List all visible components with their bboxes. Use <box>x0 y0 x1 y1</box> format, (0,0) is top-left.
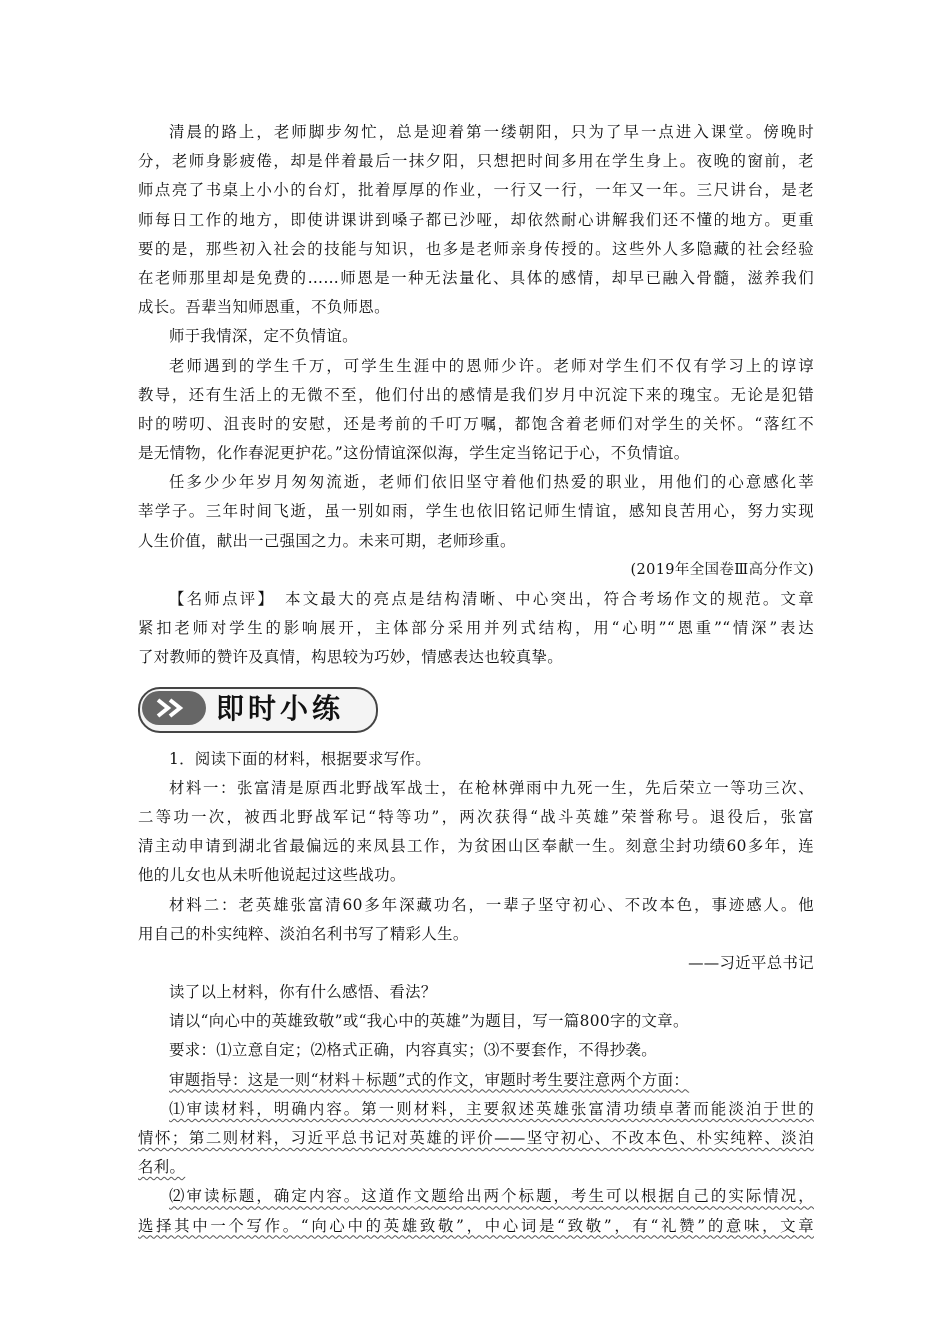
text-line: 师点亮了书桌上小小的台灯，批着厚厚的作业，一行又一行，一年又一年。三尺讲台，是老 <box>138 181 814 200</box>
text-line: 老师遇到的学生千万，可学生生涯中的恩师少许。老师对学生们不仅有学习上的谆谆 <box>169 356 814 375</box>
text-line: 是无情物，化作春泥更护花。”这份情谊深似海，学生定当铭记于心，不负情谊。 <box>138 444 690 463</box>
essay-source: (2019年全国卷Ⅲ高分作文) <box>630 561 814 578</box>
section-title: 即时小练 <box>216 691 345 725</box>
text-line: 莘学子。三年时间飞逝，虽一别如雨，学生也依旧铭记师生情谊，感知良苦用心，努力实现 <box>138 502 814 521</box>
material-1 <box>138 774 814 891</box>
text-line: 分，老师身影疲倦，却是伴着最后一抹夕阳，只想把时间多用在学生身上。夜晚的窗前，老 <box>138 152 814 171</box>
text-line: 师每日工作的地方，即使讲课讲到嗓子都已沙哑，却依然耐心讲解我们还不懂的地方。更重 <box>138 210 814 229</box>
underlined-text: 选择其中一个写作。“向心中的英雄致敬”，中心词是“致敬”，有“礼赞”的意味，文章 <box>138 1216 814 1235</box>
text-line: 成长。吾辈当知师恩重，不负师恩。 <box>138 298 390 317</box>
text-line: 清晨的路上，老师脚步匆忙，总是迎着第一缕朝阳，只为了早一点进入课堂。傍晚时 <box>169 123 814 141</box>
double-chevron-right-icon <box>142 691 206 725</box>
teacher-comment <box>138 585 814 673</box>
text-line: 清主动申请到湖北省最偏远的来凤县工作，为贫困山区奉献一生。刻意尘封功绩60多年，连 <box>138 837 814 856</box>
section-banner <box>138 685 814 735</box>
analysis-point-1 <box>138 1095 814 1183</box>
essay-paragraph-4 <box>138 468 814 556</box>
comment-text: 本文最大的亮点是结构清晰、中心突出，符合考场作文的规范。文章 <box>267 590 814 608</box>
text-line <box>138 1182 814 1211</box>
document-page <box>138 118 814 1241</box>
text-line: 人生价值，献出一己强国之力。未来可期，老师珍重。 <box>138 531 516 550</box>
prompt-task: 请以“向心中的英雄致敬”或“我心中的英雄”为题目，写一篇800字的文章。 <box>169 1012 689 1031</box>
prompt-requirements: 要求：⑴立意自定；⑵格式正确，内容真实；⑶不要套作，不得抄袭。 <box>169 1041 657 1060</box>
underlined-text: 情怀；第二则材料，习近平总书记对英雄的评价——坚守初心、不改本色、朴实纯粹、淡泊 <box>138 1129 814 1147</box>
analysis-guide <box>138 1066 814 1095</box>
essay-paragraph-1 <box>138 118 814 322</box>
essay-paragraph-2: 师于我情深，定不负情谊。 <box>169 327 358 346</box>
text-line <box>138 1095 814 1124</box>
text-line <box>138 1212 814 1241</box>
text-line: 二等功一次，被西北野战军记“特等功”，两次获得“战斗英雄”荣誉称号。退役后，张富 <box>138 807 814 826</box>
text-line: 他的儿女也从未听他说起过这些战功。 <box>138 866 406 885</box>
underlined-text: ⑵审读标题，确定内容。这道作文题给出两个标题，考生可以根据自己的实际情况， <box>169 1187 814 1206</box>
essay-paragraph-3 <box>138 352 814 469</box>
question-1: 1．阅读下面的材料，根据要求写作。 <box>169 749 431 768</box>
attribution: ——习近平总书记 <box>688 953 814 972</box>
analysis-point-2 <box>138 1182 814 1240</box>
text-line <box>138 1124 814 1153</box>
comment-label: 【名师点评】 <box>169 590 268 608</box>
text-line: 了对教师的赞许及真情，构思较为巧妙，情感表达也较真挚。 <box>138 648 563 667</box>
underlined-text: ⑴审读材料，明确内容。第一则材料，主要叙述英雄张富清功绩卓著而能淡泊于世的 <box>169 1099 814 1118</box>
text-line: 在老师那里却是免费的……师恩是一种无法量化、具体的感情，却早已融入骨髓，滋养我们 <box>138 268 814 287</box>
guide-text: 审题指导：这是一则“材料＋标题”式的作文，审题时考生要注意两个方面： <box>169 1070 690 1089</box>
text-line: 任多少少年岁月匆匆流逝，老师们依旧坚守着他们热爱的职业，用他们的心意感化莘 <box>169 473 814 492</box>
text-line: 材料二：老英雄张富清60多年深藏功名，一辈子坚守初心、不改本色，事迹感人。他 <box>169 895 814 914</box>
material-2 <box>138 891 814 949</box>
text-line: 时的唠叨、沮丧时的安慰，还是考前的千叮万嘱，都饱含着老师们对学生的关怀。“落红不 <box>138 414 814 433</box>
text-line: 要的是，那些初入社会的技能与知识，也多是老师亲身传授的。这些外人多隐藏的社会经验 <box>138 239 814 258</box>
text-line: 紧扣老师对学生的影响展开，主体部分采用并列式结构，用“心明”“恩重”“情深”表达 <box>138 619 814 638</box>
text-line <box>138 1153 814 1182</box>
text-line: 用自己的朴实纯粹、淡泊名利书写了精彩人生。 <box>138 924 469 943</box>
text-line: 教导，还有生活上的无微不至，他们付出的感情是我们岁月中沉淀下来的瑰宝。无论是犯错 <box>138 385 814 404</box>
underlined-text: 名利。 <box>138 1158 186 1177</box>
text-line: 材料一：张富清是原西北野战军战士，在枪林弹雨中九死一生，先后荣立一等功三次、 <box>169 778 814 797</box>
prompt-question: 读了以上材料，你有什么感悟、看法？ <box>169 983 437 1002</box>
text-line <box>138 585 814 614</box>
